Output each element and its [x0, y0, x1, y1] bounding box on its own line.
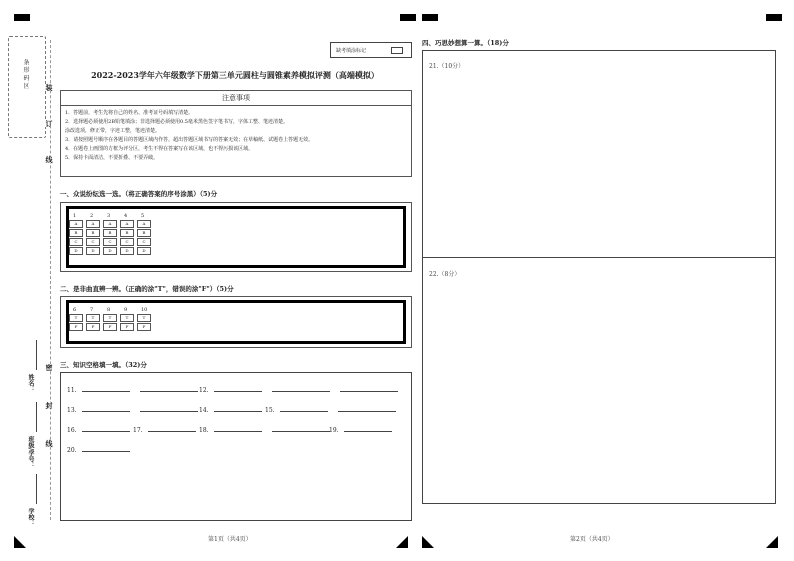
registration-triangle-bottom-mid-left [396, 536, 408, 548]
question-14-number: 14. [199, 407, 209, 414]
name-field[interactable] [36, 340, 37, 370]
tf-bubble-6-T[interactable]: T [69, 314, 83, 322]
tf-bubble-7-F[interactable]: F [86, 323, 100, 331]
question-21-label: 21.（10分） [429, 63, 465, 70]
notice-item: 5．保持卡面清洁，不要折叠、不要弄破。 [65, 155, 159, 161]
section-2-title: 二、是非曲直辨一辨。（正确的涂"T"，错误的涂"F"）（5)分 [60, 285, 234, 293]
binding-char-ding: 订 [45, 120, 54, 127]
q11-blank-2[interactable] [140, 385, 198, 392]
mc-bubble-4-D[interactable]: D [120, 247, 134, 255]
q11-blank-1[interactable] [82, 385, 130, 392]
calc-divider [423, 257, 775, 258]
fill-row-2c [265, 405, 400, 414]
binding-char-mi: 密 [45, 364, 54, 371]
school-label: 学校： [27, 508, 34, 526]
question-22-answer-space[interactable] [423, 279, 775, 501]
tf-question-number: 8 [107, 307, 111, 313]
tf-bubble-7-T[interactable]: T [86, 314, 100, 322]
fill-row-1b [199, 385, 402, 394]
q12-blank-1[interactable] [214, 385, 262, 392]
mc-bubble-2-B[interactable]: B [86, 229, 100, 237]
mc-bubble-1-A[interactable]: A [69, 220, 83, 228]
registration-triangle-bottom-left [14, 536, 26, 548]
binding-char-xian: 线 [45, 156, 54, 163]
notice-item: 4．在题卷上画图的方框为评分区，考生不得在答案写在该区域，也不得污损该区域。 [65, 146, 254, 152]
question-12-number: 12. [199, 387, 209, 394]
mc-question-number: 3 [107, 213, 111, 219]
q19-blank-1[interactable] [344, 425, 392, 432]
question-19-number: 19. [329, 427, 339, 434]
mc-bubble-1-C[interactable]: C [69, 238, 83, 246]
question-11-number: 11. [67, 387, 77, 394]
footer-right: 第2页（共4页） [570, 536, 614, 543]
fill-row-3 [67, 425, 134, 434]
q20-blank-1[interactable] [82, 445, 130, 452]
registration-mark-top-mid-right [422, 14, 438, 21]
tf-answer-area [60, 296, 412, 348]
tf-bubble-10-F[interactable]: F [137, 323, 151, 331]
absent-mark-label: 缺考填涂标记 [336, 48, 367, 54]
question-16-number: 16. [67, 427, 77, 434]
notice-list [61, 106, 411, 166]
notice-item: 2．选择题必须使用2B铅笔填涂；非选择题必须使用0.5毫米黑色签字笔书写，字体工整、笔迹清楚。 [65, 119, 288, 125]
question-21-answer-space[interactable] [423, 71, 775, 255]
fill-row-3d [329, 425, 396, 434]
tf-question-number: 7 [90, 307, 94, 313]
q18-blank-1[interactable] [214, 425, 262, 432]
class-id-field[interactable] [36, 402, 37, 432]
q13-blank-1[interactable] [82, 405, 130, 412]
footer-left: 第1页（共4页） [208, 536, 252, 543]
mc-grid [69, 213, 169, 263]
mc-bubble-3-D[interactable]: D [103, 247, 117, 255]
tf-bubble-8-F[interactable]: F [103, 323, 117, 331]
question-17-number: 17. [133, 427, 143, 434]
fill-row-3c [199, 425, 334, 434]
calc-answer-area [422, 50, 776, 504]
binding-line [50, 40, 51, 520]
name-label: 姓名： [27, 374, 34, 392]
q12-blank-3[interactable] [340, 385, 398, 392]
mc-bubble-3-A[interactable]: A [103, 220, 117, 228]
tf-question-number: 6 [73, 307, 77, 313]
fill-row-2 [67, 405, 202, 414]
q15-blank-1[interactable] [280, 405, 328, 412]
tf-bubble-9-T[interactable]: T [120, 314, 134, 322]
mc-bubble-2-A[interactable]: A [86, 220, 100, 228]
mc-bubble-4-A[interactable]: A [120, 220, 134, 228]
mc-bubble-4-B[interactable]: B [120, 229, 134, 237]
fill-row-1 [67, 385, 202, 394]
question-18-number: 18. [199, 427, 209, 434]
mc-question-number: 4 [124, 213, 128, 219]
mc-bubble-1-B[interactable]: B [69, 229, 83, 237]
mc-bubble-2-D[interactable]: D [86, 247, 100, 255]
tf-grid [69, 307, 169, 337]
notice-heading: 注意事项 [61, 91, 411, 106]
registration-triangle-bottom-mid-right [422, 536, 434, 548]
mc-question-number: 2 [90, 213, 94, 219]
tf-bubble-6-F[interactable]: F [69, 323, 83, 331]
q18-blank-2[interactable] [272, 425, 330, 432]
mc-bubble-5-A[interactable]: A [137, 220, 151, 228]
fill-row-2b [199, 405, 266, 414]
barcode-zone [8, 36, 46, 138]
mc-bubble-2-C[interactable]: C [86, 238, 100, 246]
tf-question-number: 10 [141, 307, 148, 313]
binding-char-zhuang: 装 [45, 84, 54, 91]
mc-bubble-3-B[interactable]: B [103, 229, 117, 237]
binding-char-feng: 封 [45, 402, 54, 409]
mc-bubble-1-D[interactable]: D [69, 247, 83, 255]
barcode-zone-label: 条 形 码 区 [22, 59, 29, 89]
registration-mark-top-mid-left [400, 14, 416, 21]
q16-blank-1[interactable] [82, 425, 130, 432]
tf-bubble-8-T[interactable]: T [103, 314, 117, 322]
mc-answer-area [60, 202, 412, 272]
mc-question-number: 1 [73, 213, 77, 219]
q17-blank-1[interactable] [148, 425, 196, 432]
section-3-title: 三、知识空格填一填。（32)分 [60, 361, 147, 369]
question-22-label: 22.（8分） [429, 271, 461, 278]
tf-bubble-9-F[interactable]: F [120, 323, 134, 331]
tf-question-number: 9 [124, 307, 128, 313]
mc-bubble-5-C[interactable]: C [137, 238, 151, 246]
binding-char-xian-2: 线 [45, 440, 54, 447]
class-id-label: 班级/学号： [27, 436, 34, 469]
mc-bubble-5-B[interactable]: B [137, 229, 151, 237]
registration-mark-top-left [14, 14, 30, 21]
question-20-number: 20. [67, 447, 77, 454]
q14-blank-1[interactable] [214, 405, 262, 412]
fill-row-3b [133, 425, 200, 434]
mc-bubble-4-C[interactable]: C [120, 238, 134, 246]
absent-mark-box [330, 42, 412, 58]
registration-mark-top-right [766, 14, 782, 21]
q13-blank-2[interactable] [140, 405, 198, 412]
absent-mark-bubble[interactable] [391, 47, 403, 54]
mc-bubble-5-D[interactable]: D [137, 247, 151, 255]
fill-answer-area [60, 372, 412, 521]
page-title: 2022-2023学年六年级数学下册第三单元圆柱与圆锥素养模拟评测（高端模拟） [91, 70, 379, 80]
school-field[interactable] [36, 474, 37, 504]
tf-bubble-10-T[interactable]: T [137, 314, 151, 322]
question-13-number: 13. [67, 407, 77, 414]
section-4-title: 四、巧思妙想算一算。（18)分 [422, 39, 509, 47]
q15-blank-2[interactable] [338, 405, 396, 412]
section-1-title: 一、众说纷纭选一选。（将正确答案的序号涂黑）（5)分 [60, 190, 218, 198]
notice-item: 1．答题前，考生先将自己的姓名、准考证号码填写清楚。 [65, 110, 194, 116]
notice-item: 3．请按照题号顺序在各题目的答题区域内作答，超出答题区域书写的答案无效；在草稿纸、试题卷上答题无效。 [65, 137, 314, 143]
notice-box [60, 90, 412, 177]
q12-blank-2[interactable] [272, 385, 330, 392]
notice-item: 涂改选项，修正带，字迹工整，笔迹清楚。 [65, 128, 161, 134]
mc-question-number: 5 [141, 213, 145, 219]
fill-row-4 [67, 445, 134, 454]
mc-bubble-3-C[interactable]: C [103, 238, 117, 246]
student-info-column [24, 340, 38, 530]
registration-triangle-bottom-right [766, 536, 778, 548]
question-15-number: 15. [265, 407, 275, 414]
